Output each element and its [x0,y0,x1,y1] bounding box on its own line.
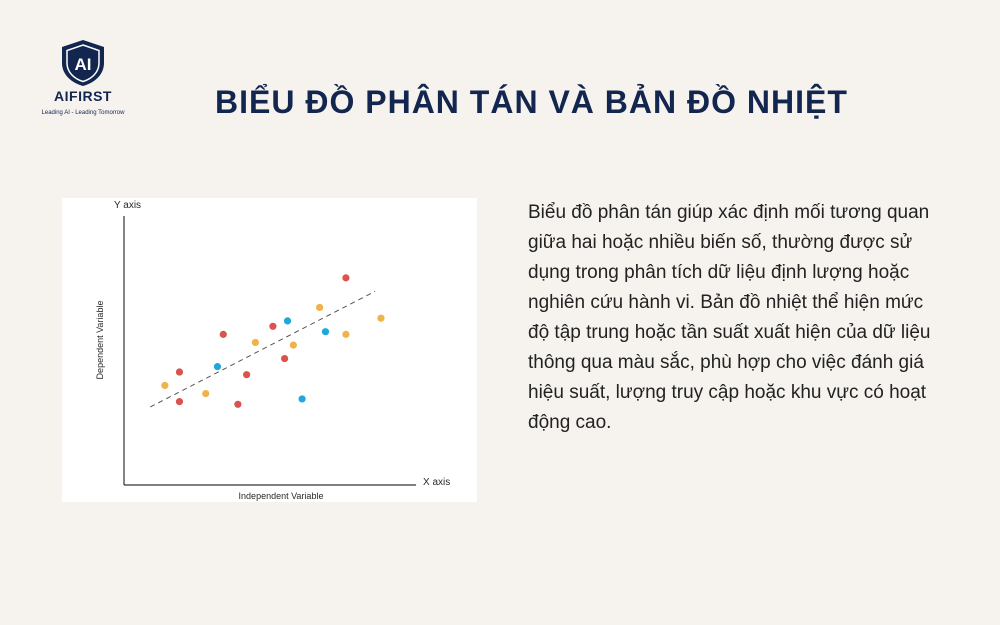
data-point-11 [281,355,288,362]
data-point-3 [176,398,183,405]
x-axis-label: Independent Variable [238,491,324,501]
data-point-16 [322,328,329,335]
data-point-12 [284,317,291,324]
data-point-2 [176,368,183,375]
data-point-5 [214,363,221,370]
brand-name: AIFIRST [54,88,112,104]
y-axis-label: Dependent Variable [95,300,105,380]
shield-text: AI [74,55,92,74]
trend-line [150,291,375,407]
data-point-18 [342,331,349,338]
data-point-6 [220,331,227,338]
data-point-7 [234,401,241,408]
data-point-9 [252,339,259,346]
data-point-1 [161,382,168,389]
data-point-19 [377,315,384,322]
data-point-4 [202,390,209,397]
x-axis-name: X axis [423,477,451,488]
data-point-13 [290,342,297,349]
scatter-chart-panel [62,198,477,502]
data-point-10 [269,323,276,330]
data-points [161,274,384,408]
data-point-15 [316,304,323,311]
shield-icon [58,38,108,88]
brand-logo [28,38,138,123]
page-title: BIỂU ĐỒ PHÂN TÁN VÀ BẢN ĐỒ NHIỆT [215,84,848,120]
scatter-chart [62,198,477,502]
y-axis-name: Y axis [114,200,142,211]
data-point-14 [299,395,306,402]
data-point-8 [243,371,250,378]
brand-tagline: Leading AI - Leading Tomorrow [41,110,125,116]
description-text: Biểu đồ phân tán giúp xác định mối tương quan giữa hai hoặc nhiều biến số, thường được sử dụng trong phân tích dữ liệu định lượng hoặc nghiên cứu hành vi. Bản đồ nhiệt thể hiện mức độ tập trung hoặc tần suất xuất hiện của dữ liệu thông qua màu sắc, phù hợp cho việc đánh giá hiệu suất, lượng truy cập hoặc khu vực có hoạt động cao. [528,202,931,433]
data-point-17 [342,274,349,281]
